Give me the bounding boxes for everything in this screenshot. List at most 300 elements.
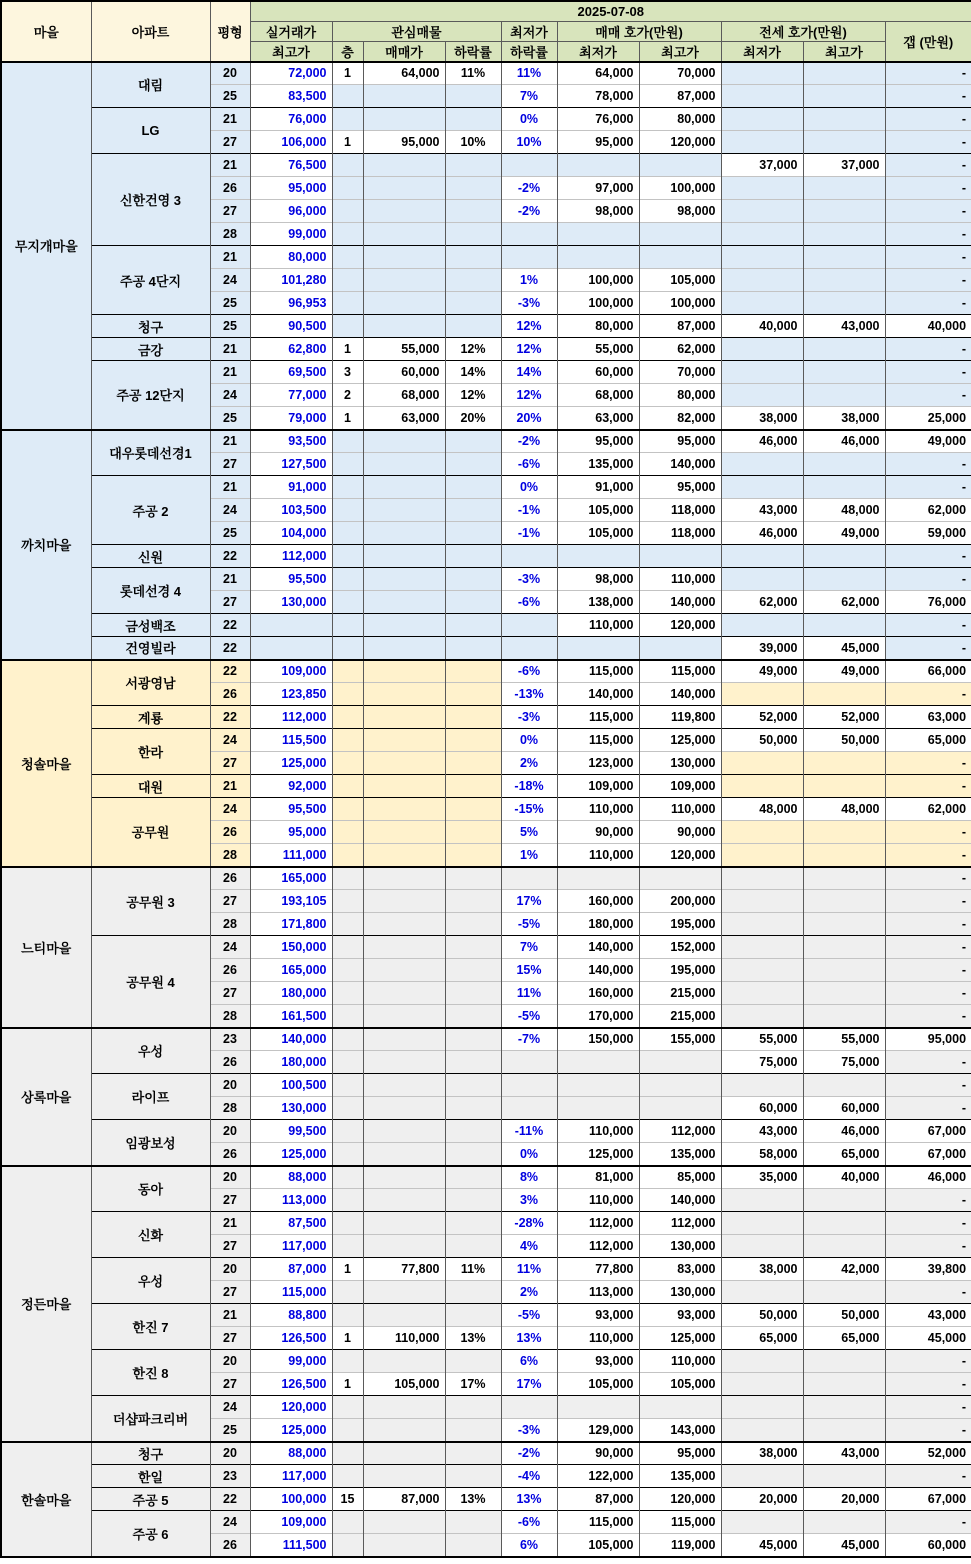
cell-size[interactable]: 20 — [210, 1074, 250, 1097]
cell-size[interactable]: 28 — [210, 1005, 250, 1028]
cell-size[interactable]: 28 — [210, 844, 250, 867]
cell-size[interactable]: 27 — [210, 131, 250, 154]
cell-gap[interactable]: - — [885, 154, 971, 177]
cell-gap[interactable]: 59,000 — [885, 522, 971, 545]
cell-ask-min[interactable]: 98,000 — [557, 568, 639, 591]
cell-size[interactable]: 26 — [210, 867, 250, 890]
cell-real-price[interactable]: 130,000 — [250, 591, 332, 614]
cell-size[interactable]: 21 — [210, 246, 250, 269]
cell-drop-rate[interactable] — [445, 1235, 501, 1258]
cell-jeonse-min[interactable] — [721, 614, 803, 637]
cell-real-price[interactable]: 88,800 — [250, 1304, 332, 1327]
cell-drop-rate[interactable]: 13% — [445, 1327, 501, 1350]
cell-low-drop-rate[interactable]: -6% — [501, 591, 557, 614]
cell-real-price[interactable]: 126,500 — [250, 1373, 332, 1396]
cell-jeonse-min[interactable]: 60,000 — [721, 1097, 803, 1120]
cell-floor[interactable] — [332, 453, 363, 476]
cell-ask-max[interactable]: 100,000 — [639, 292, 721, 315]
cell-drop-rate[interactable] — [445, 798, 501, 821]
cell-floor[interactable]: 1 — [332, 1327, 363, 1350]
cell-gap[interactable]: - — [885, 62, 971, 85]
cell-real-price[interactable]: 123,850 — [250, 683, 332, 706]
cell-jeonse-min[interactable]: 38,000 — [721, 1442, 803, 1465]
cell-jeonse-max[interactable] — [803, 1005, 885, 1028]
cell-jeonse-max[interactable] — [803, 1212, 885, 1235]
cell-size[interactable]: 25 — [210, 1419, 250, 1442]
cell-floor[interactable] — [332, 430, 363, 453]
cell-jeonse-min[interactable] — [721, 568, 803, 591]
cell-sale-price[interactable] — [363, 1005, 445, 1028]
cell-sale-price[interactable] — [363, 844, 445, 867]
cell-drop-rate[interactable]: 12% — [445, 384, 501, 407]
cell-sale-price[interactable] — [363, 1028, 445, 1051]
cell-ask-min[interactable]: 110,000 — [557, 1189, 639, 1212]
cell-gap[interactable]: - — [885, 338, 971, 361]
cell-drop-rate[interactable] — [445, 453, 501, 476]
cell-ask-min[interactable]: 80,000 — [557, 315, 639, 338]
cell-drop-rate[interactable] — [445, 1051, 501, 1074]
cell-size[interactable]: 21 — [210, 338, 250, 361]
cell-jeonse-min[interactable]: 46,000 — [721, 430, 803, 453]
cell-size[interactable]: 22 — [210, 614, 250, 637]
apartment-name[interactable]: 주공 12단지 — [91, 361, 210, 430]
cell-size[interactable]: 21 — [210, 108, 250, 131]
cell-real-price[interactable]: 95,000 — [250, 177, 332, 200]
cell-sale-price[interactable] — [363, 223, 445, 246]
cell-sale-price[interactable] — [363, 200, 445, 223]
village-name[interactable]: 느티마을 — [1, 867, 91, 1028]
cell-jeonse-max[interactable] — [803, 269, 885, 292]
cell-size[interactable]: 27 — [210, 1281, 250, 1304]
cell-jeonse-min[interactable]: 52,000 — [721, 706, 803, 729]
cell-gap[interactable]: 67,000 — [885, 1488, 971, 1511]
cell-gap[interactable]: - — [885, 1511, 971, 1534]
cell-ask-min[interactable]: 64,000 — [557, 62, 639, 85]
cell-jeonse-min[interactable] — [721, 982, 803, 1005]
cell-real-price[interactable]: 109,000 — [250, 660, 332, 683]
cell-gap[interactable]: - — [885, 683, 971, 706]
cell-sale-price[interactable] — [363, 936, 445, 959]
cell-jeonse-min[interactable]: 46,000 — [721, 522, 803, 545]
cell-real-price[interactable]: 90,500 — [250, 315, 332, 338]
cell-sale-price[interactable] — [363, 453, 445, 476]
cell-ask-min[interactable] — [557, 1051, 639, 1074]
cell-low-drop-rate[interactable]: 1% — [501, 844, 557, 867]
cell-sale-price[interactable] — [363, 1511, 445, 1534]
cell-jeonse-max[interactable] — [803, 1511, 885, 1534]
cell-sale-price[interactable] — [363, 706, 445, 729]
cell-floor[interactable] — [332, 752, 363, 775]
cell-jeonse-min[interactable] — [721, 453, 803, 476]
cell-floor[interactable] — [332, 1511, 363, 1534]
cell-jeonse-min[interactable] — [721, 1281, 803, 1304]
cell-ask-max[interactable] — [639, 867, 721, 890]
cell-sale-price[interactable] — [363, 1534, 445, 1557]
cell-real-price[interactable]: 140,000 — [250, 1028, 332, 1051]
cell-low-drop-rate[interactable]: -2% — [501, 177, 557, 200]
cell-size[interactable]: 27 — [210, 752, 250, 775]
cell-size[interactable]: 27 — [210, 1373, 250, 1396]
cell-size[interactable]: 27 — [210, 1235, 250, 1258]
cell-jeonse-min[interactable] — [721, 177, 803, 200]
cell-ask-max[interactable]: 119,000 — [639, 1534, 721, 1557]
cell-sale-price[interactable]: 110,000 — [363, 1327, 445, 1350]
cell-ask-max[interactable]: 95,000 — [639, 476, 721, 499]
cell-sale-price[interactable] — [363, 499, 445, 522]
cell-size[interactable]: 21 — [210, 1212, 250, 1235]
cell-ask-min[interactable]: 135,000 — [557, 453, 639, 476]
cell-floor[interactable] — [332, 1028, 363, 1051]
cell-size[interactable]: 20 — [210, 1258, 250, 1281]
cell-ask-min[interactable]: 180,000 — [557, 913, 639, 936]
cell-jeonse-min[interactable]: 45,000 — [721, 1534, 803, 1557]
cell-ask-max[interactable]: 130,000 — [639, 1235, 721, 1258]
cell-floor[interactable]: 15 — [332, 1488, 363, 1511]
cell-floor[interactable] — [332, 200, 363, 223]
cell-sale-price[interactable] — [363, 1051, 445, 1074]
cell-jeonse-min[interactable]: 43,000 — [721, 499, 803, 522]
cell-size[interactable]: 24 — [210, 729, 250, 752]
cell-ask-max[interactable]: 110,000 — [639, 568, 721, 591]
cell-jeonse-max[interactable] — [803, 1350, 885, 1373]
cell-ask-min[interactable]: 109,000 — [557, 775, 639, 798]
cell-real-price[interactable]: 106,000 — [250, 131, 332, 154]
cell-drop-rate[interactable] — [445, 269, 501, 292]
cell-jeonse-max[interactable] — [803, 1074, 885, 1097]
cell-sale-price[interactable] — [363, 1442, 445, 1465]
cell-size[interactable]: 24 — [210, 936, 250, 959]
cell-drop-rate[interactable] — [445, 522, 501, 545]
cell-jeonse-min[interactable]: 49,000 — [721, 660, 803, 683]
cell-ask-min[interactable] — [557, 154, 639, 177]
cell-real-price[interactable]: 72,000 — [250, 62, 332, 85]
cell-gap[interactable]: - — [885, 867, 971, 890]
cell-jeonse-max[interactable]: 50,000 — [803, 729, 885, 752]
cell-gap[interactable]: - — [885, 131, 971, 154]
cell-ask-max[interactable]: 140,000 — [639, 591, 721, 614]
cell-sale-price[interactable] — [363, 476, 445, 499]
cell-ask-min[interactable]: 125,000 — [557, 1143, 639, 1166]
cell-ask-min[interactable]: 110,000 — [557, 614, 639, 637]
cell-drop-rate[interactable] — [445, 821, 501, 844]
cell-jeonse-max[interactable] — [803, 131, 885, 154]
cell-ask-max[interactable] — [639, 1074, 721, 1097]
cell-gap[interactable]: - — [885, 890, 971, 913]
cell-low-drop-rate[interactable] — [501, 223, 557, 246]
cell-real-price[interactable]: 83,500 — [250, 85, 332, 108]
cell-real-price[interactable]: 112,000 — [250, 545, 332, 568]
cell-low-drop-rate[interactable]: 7% — [501, 85, 557, 108]
cell-ask-max[interactable]: 120,000 — [639, 1488, 721, 1511]
apartment-name[interactable]: 주공 5 — [91, 1488, 210, 1511]
cell-gap[interactable]: - — [885, 476, 971, 499]
cell-floor[interactable] — [332, 982, 363, 1005]
cell-jeonse-min[interactable]: 62,000 — [721, 591, 803, 614]
cell-jeonse-min[interactable] — [721, 1419, 803, 1442]
cell-floor[interactable] — [332, 1442, 363, 1465]
cell-floor[interactable] — [332, 1189, 363, 1212]
cell-gap[interactable]: - — [885, 1419, 971, 1442]
cell-jeonse-min[interactable] — [721, 200, 803, 223]
cell-jeonse-min[interactable]: 38,000 — [721, 1258, 803, 1281]
cell-floor[interactable] — [332, 706, 363, 729]
cell-sale-price[interactable] — [363, 545, 445, 568]
cell-gap[interactable]: 62,000 — [885, 499, 971, 522]
cell-jeonse-min[interactable] — [721, 1235, 803, 1258]
cell-gap[interactable]: - — [885, 936, 971, 959]
cell-ask-min[interactable]: 140,000 — [557, 936, 639, 959]
cell-floor[interactable] — [332, 154, 363, 177]
cell-jeonse-max[interactable]: 46,000 — [803, 1120, 885, 1143]
cell-jeonse-min[interactable] — [721, 775, 803, 798]
cell-drop-rate[interactable] — [445, 614, 501, 637]
cell-drop-rate[interactable] — [445, 1028, 501, 1051]
cell-jeonse-min[interactable] — [721, 361, 803, 384]
cell-ask-max[interactable]: 100,000 — [639, 177, 721, 200]
cell-jeonse-max[interactable] — [803, 384, 885, 407]
cell-low-drop-rate[interactable]: 11% — [501, 62, 557, 85]
cell-floor[interactable] — [332, 1350, 363, 1373]
cell-drop-rate[interactable] — [445, 246, 501, 269]
cell-gap[interactable]: - — [885, 1235, 971, 1258]
cell-drop-rate[interactable] — [445, 890, 501, 913]
cell-ask-max[interactable]: 140,000 — [639, 683, 721, 706]
cell-low-drop-rate[interactable]: -3% — [501, 568, 557, 591]
cell-low-drop-rate[interactable]: 0% — [501, 108, 557, 131]
cell-ask-min[interactable]: 138,000 — [557, 591, 639, 614]
cell-ask-max[interactable]: 152,000 — [639, 936, 721, 959]
cell-floor[interactable] — [332, 1097, 363, 1120]
cell-ask-min[interactable] — [557, 637, 639, 660]
cell-drop-rate[interactable] — [445, 1212, 501, 1235]
apartment-name[interactable]: 우성 — [91, 1258, 210, 1304]
cell-low-drop-rate[interactable]: -7% — [501, 1028, 557, 1051]
cell-drop-rate[interactable] — [445, 1304, 501, 1327]
cell-ask-min[interactable]: 122,000 — [557, 1465, 639, 1488]
cell-floor[interactable] — [332, 177, 363, 200]
cell-ask-max[interactable]: 115,000 — [639, 660, 721, 683]
cell-gap[interactable]: - — [885, 752, 971, 775]
cell-ask-min[interactable]: 60,000 — [557, 361, 639, 384]
cell-jeonse-min[interactable]: 48,000 — [721, 798, 803, 821]
cell-ask-min[interactable]: 113,000 — [557, 1281, 639, 1304]
cell-real-price[interactable]: 99,000 — [250, 223, 332, 246]
cell-low-drop-rate[interactable]: -13% — [501, 683, 557, 706]
cell-ask-max[interactable]: 215,000 — [639, 982, 721, 1005]
cell-jeonse-min[interactable]: 38,000 — [721, 407, 803, 430]
cell-low-drop-rate[interactable]: 6% — [501, 1350, 557, 1373]
cell-low-drop-rate[interactable] — [501, 637, 557, 660]
cell-sale-price[interactable] — [363, 1235, 445, 1258]
cell-floor[interactable] — [332, 1143, 363, 1166]
cell-low-drop-rate[interactable] — [501, 867, 557, 890]
cell-gap[interactable]: - — [885, 1212, 971, 1235]
village-name[interactable]: 청솔마을 — [1, 660, 91, 867]
cell-ask-max[interactable]: 118,000 — [639, 499, 721, 522]
apartment-name[interactable]: 신원 — [91, 545, 210, 568]
cell-real-price[interactable]: 161,500 — [250, 1005, 332, 1028]
cell-sale-price[interactable] — [363, 85, 445, 108]
cell-real-price[interactable]: 165,000 — [250, 867, 332, 890]
cell-jeonse-max[interactable]: 45,000 — [803, 1534, 885, 1557]
cell-real-price[interactable]: 93,500 — [250, 430, 332, 453]
cell-ask-max[interactable]: 80,000 — [639, 108, 721, 131]
cell-real-price[interactable]: 109,000 — [250, 1511, 332, 1534]
cell-drop-rate[interactable]: 11% — [445, 62, 501, 85]
cell-jeonse-max[interactable]: 50,000 — [803, 1304, 885, 1327]
cell-drop-rate[interactable] — [445, 936, 501, 959]
cell-sale-price[interactable]: 95,000 — [363, 131, 445, 154]
cell-drop-rate[interactable] — [445, 1442, 501, 1465]
cell-jeonse-min[interactable] — [721, 131, 803, 154]
cell-gap[interactable]: - — [885, 568, 971, 591]
cell-gap[interactable]: - — [885, 637, 971, 660]
cell-low-drop-rate[interactable]: -1% — [501, 522, 557, 545]
cell-gap[interactable]: - — [885, 85, 971, 108]
cell-real-price[interactable]: 76,000 — [250, 108, 332, 131]
cell-floor[interactable] — [332, 522, 363, 545]
cell-drop-rate[interactable] — [445, 660, 501, 683]
cell-drop-rate[interactable] — [445, 1465, 501, 1488]
cell-low-drop-rate[interactable]: 15% — [501, 959, 557, 982]
cell-drop-rate[interactable] — [445, 108, 501, 131]
cell-floor[interactable] — [332, 1419, 363, 1442]
cell-sale-price[interactable]: 63,000 — [363, 407, 445, 430]
cell-size[interactable]: 20 — [210, 1442, 250, 1465]
cell-real-price[interactable]: 92,000 — [250, 775, 332, 798]
cell-ask-max[interactable]: 95,000 — [639, 1442, 721, 1465]
cell-floor[interactable] — [332, 292, 363, 315]
cell-jeonse-min[interactable] — [721, 1005, 803, 1028]
cell-floor[interactable]: 1 — [332, 407, 363, 430]
cell-ask-max[interactable]: 120,000 — [639, 131, 721, 154]
cell-sale-price[interactable]: 105,000 — [363, 1373, 445, 1396]
cell-sale-price[interactable] — [363, 729, 445, 752]
cell-gap[interactable]: - — [885, 200, 971, 223]
cell-jeonse-max[interactable] — [803, 1189, 885, 1212]
cell-ask-max[interactable]: 125,000 — [639, 1327, 721, 1350]
cell-jeonse-max[interactable]: 65,000 — [803, 1327, 885, 1350]
cell-drop-rate[interactable] — [445, 752, 501, 775]
cell-jeonse-max[interactable] — [803, 200, 885, 223]
cell-jeonse-min[interactable] — [721, 752, 803, 775]
cell-gap[interactable]: 49,000 — [885, 430, 971, 453]
cell-jeonse-max[interactable]: 38,000 — [803, 407, 885, 430]
cell-low-drop-rate[interactable]: 0% — [501, 476, 557, 499]
cell-jeonse-min[interactable] — [721, 1350, 803, 1373]
cell-ask-min[interactable]: 90,000 — [557, 1442, 639, 1465]
cell-size[interactable]: 27 — [210, 890, 250, 913]
cell-size[interactable]: 26 — [210, 959, 250, 982]
cell-jeonse-min[interactable] — [721, 959, 803, 982]
cell-drop-rate[interactable] — [445, 729, 501, 752]
cell-ask-min[interactable]: 98,000 — [557, 200, 639, 223]
cell-gap[interactable]: - — [885, 223, 971, 246]
cell-ask-max[interactable]: 112,000 — [639, 1120, 721, 1143]
cell-ask-min[interactable]: 100,000 — [557, 292, 639, 315]
cell-low-drop-rate[interactable]: 13% — [501, 1488, 557, 1511]
cell-jeonse-max[interactable] — [803, 683, 885, 706]
cell-real-price[interactable]: 127,500 — [250, 453, 332, 476]
cell-size[interactable]: 26 — [210, 1534, 250, 1557]
cell-low-drop-rate[interactable]: 11% — [501, 1258, 557, 1281]
cell-size[interactable]: 24 — [210, 1396, 250, 1419]
cell-floor[interactable] — [332, 729, 363, 752]
cell-sale-price[interactable] — [363, 1419, 445, 1442]
cell-ask-min[interactable]: 97,000 — [557, 177, 639, 200]
cell-jeonse-min[interactable]: 50,000 — [721, 729, 803, 752]
cell-jeonse-min[interactable] — [721, 108, 803, 131]
cell-ask-min[interactable]: 160,000 — [557, 982, 639, 1005]
cell-ask-min[interactable]: 87,000 — [557, 1488, 639, 1511]
cell-real-price[interactable]: 96,000 — [250, 200, 332, 223]
cell-jeonse-min[interactable] — [721, 545, 803, 568]
cell-size[interactable]: 28 — [210, 223, 250, 246]
cell-size[interactable]: 26 — [210, 1051, 250, 1074]
cell-drop-rate[interactable]: 17% — [445, 1373, 501, 1396]
cell-gap[interactable]: - — [885, 1465, 971, 1488]
cell-jeonse-min[interactable]: 35,000 — [721, 1166, 803, 1189]
cell-drop-rate[interactable] — [445, 1120, 501, 1143]
cell-ask-min[interactable]: 115,000 — [557, 706, 639, 729]
cell-jeonse-max[interactable]: 65,000 — [803, 1143, 885, 1166]
cell-sale-price[interactable]: 64,000 — [363, 62, 445, 85]
cell-ask-max[interactable]: 155,000 — [639, 1028, 721, 1051]
cell-ask-max[interactable]: 95,000 — [639, 430, 721, 453]
cell-floor[interactable] — [332, 1235, 363, 1258]
cell-ask-min[interactable]: 95,000 — [557, 131, 639, 154]
cell-ask-min[interactable]: 105,000 — [557, 522, 639, 545]
cell-low-drop-rate[interactable]: -2% — [501, 1442, 557, 1465]
cell-floor[interactable] — [332, 1166, 363, 1189]
cell-sale-price[interactable]: 77,800 — [363, 1258, 445, 1281]
cell-sale-price[interactable] — [363, 522, 445, 545]
apartment-name[interactable]: 공무원 3 — [91, 867, 210, 936]
cell-jeonse-min[interactable] — [721, 292, 803, 315]
apartment-name[interactable]: 동아 — [91, 1166, 210, 1212]
cell-sale-price[interactable] — [363, 177, 445, 200]
cell-jeonse-max[interactable]: 40,000 — [803, 1166, 885, 1189]
cell-ask-max[interactable]: 118,000 — [639, 522, 721, 545]
cell-floor[interactable] — [332, 844, 363, 867]
cell-jeonse-max[interactable]: 45,000 — [803, 637, 885, 660]
cell-ask-min[interactable]: 129,000 — [557, 1419, 639, 1442]
cell-floor[interactable]: 1 — [332, 131, 363, 154]
cell-low-drop-rate[interactable]: -15% — [501, 798, 557, 821]
cell-size[interactable]: 25 — [210, 85, 250, 108]
cell-ask-max[interactable]: 70,000 — [639, 62, 721, 85]
cell-size[interactable]: 22 — [210, 660, 250, 683]
cell-jeonse-min[interactable] — [721, 936, 803, 959]
cell-sale-price[interactable] — [363, 1097, 445, 1120]
cell-floor[interactable] — [332, 499, 363, 522]
cell-ask-min[interactable]: 90,000 — [557, 821, 639, 844]
cell-drop-rate[interactable] — [445, 637, 501, 660]
cell-gap[interactable]: 60,000 — [885, 1534, 971, 1557]
cell-ask-min[interactable]: 140,000 — [557, 683, 639, 706]
cell-jeonse-min[interactable] — [721, 1465, 803, 1488]
cell-size[interactable]: 27 — [210, 982, 250, 1005]
cell-jeonse-max[interactable]: 42,000 — [803, 1258, 885, 1281]
cell-drop-rate[interactable] — [445, 568, 501, 591]
cell-real-price[interactable]: 125,000 — [250, 1419, 332, 1442]
cell-real-price[interactable]: 112,000 — [250, 706, 332, 729]
cell-real-price[interactable]: 77,000 — [250, 384, 332, 407]
cell-jeonse-max[interactable] — [803, 1373, 885, 1396]
cell-jeonse-max[interactable] — [803, 568, 885, 591]
cell-real-price[interactable] — [250, 614, 332, 637]
cell-real-price[interactable]: 88,000 — [250, 1442, 332, 1465]
